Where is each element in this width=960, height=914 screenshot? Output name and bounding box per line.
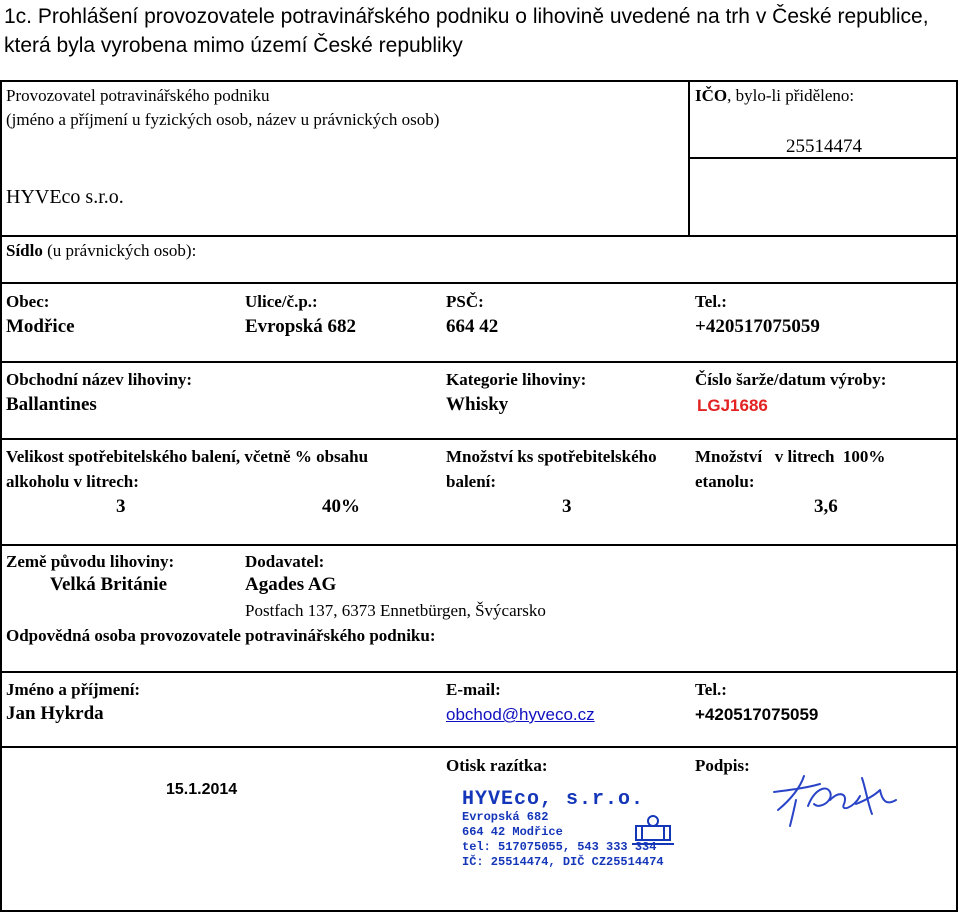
email-label: E-mail: (446, 680, 501, 699)
country-value: Velká Británie (50, 574, 167, 595)
person-tel-value: +420517075059 (695, 705, 819, 724)
person-name-value: Jan Hykrda (6, 703, 104, 724)
responsible-heading: Odpovědná osoba provozovatele potravinářského podniku: (6, 626, 436, 645)
divider (956, 80, 958, 912)
count-label-cont: balení: (446, 472, 497, 491)
size-label: Velikost spotřebitelského balení, včetně % obsahu (6, 447, 369, 466)
operator-name: HYVEco s.r.o. (6, 186, 124, 208)
ulice-label: Ulice/č.p.: (245, 292, 318, 311)
supplier-address: Postfach 137, 6373 Ennetbürgen, Švýcarsko (245, 601, 546, 620)
batch-label: Číslo šarže/datum výroby: (695, 370, 887, 389)
stamp-emblem-icon (630, 812, 676, 848)
divider (2, 80, 958, 82)
company-stamp (458, 788, 688, 874)
size-value: 3 (116, 496, 126, 517)
divider (2, 746, 958, 748)
ulice-value: Evropská 682 (245, 316, 357, 337)
divider (2, 544, 958, 546)
category-label: Kategorie lihoviny: (446, 370, 587, 389)
divider (688, 80, 690, 237)
obec-value: Modřice (6, 316, 75, 337)
operator-label-note: (jméno a příjmení u fyzických osob, název u právnických osob) (6, 110, 440, 129)
operator-label: Provozovatel potravinářského podniku (6, 86, 270, 105)
divider (2, 671, 958, 673)
stamp-line: tel: 517075055, 543 333 334 (462, 840, 657, 854)
ico-label-bold: IČO (695, 86, 728, 105)
divider (2, 282, 958, 284)
divider (2, 438, 958, 440)
stamp-line: 664 42 Modřice (462, 825, 563, 839)
signature-label: Podpis: (695, 756, 750, 775)
divider (0, 80, 2, 912)
divider (2, 361, 958, 363)
trade-name-value: Ballantines (6, 394, 97, 415)
stamp-label: Otisk razítka: (446, 756, 548, 775)
document-title: 1c. Prohlášení provozovatele potravinářského podniku o lihovině uvedené na trh v České republice, která byla vyrobena mimo území České republiky (4, 5, 929, 57)
count-value: 3 (562, 496, 572, 517)
tel-value: +420517075059 (695, 316, 820, 337)
date-value: 15.1.2014 (166, 781, 238, 798)
tel-label: Tel.: (695, 292, 727, 311)
trade-name-label: Obchodní název lihoviny: (6, 370, 193, 389)
country-label: Země původu lihoviny: (6, 552, 175, 571)
email-link[interactable]: obchod@hyveco.cz (446, 705, 595, 724)
psc-label: PSČ: (446, 292, 484, 311)
liters-label-cont: etanolu: (695, 472, 755, 491)
category-value: Whisky (446, 394, 509, 415)
liters-label: Množství v litrech 100% (695, 447, 886, 466)
ico-label (695, 86, 854, 106)
seat-label (6, 241, 196, 261)
size-label-cont: alkoholu v litrech: (6, 472, 139, 491)
supplier-name: Agades AG (245, 574, 337, 595)
ico-label-rest: , bylo-li přiděleno: (727, 86, 855, 105)
seat-label-rest: (u právnických osob): (42, 241, 197, 260)
divider (2, 235, 958, 237)
stamp-line: HYVEco, s.r.o. (462, 788, 645, 811)
handwritten-signature (770, 770, 900, 830)
person-tel-label: Tel.: (695, 680, 727, 699)
alcohol-value: 40% (322, 496, 360, 517)
stamp-line: IČ: 25514474, DIČ CZ25514474 (462, 855, 664, 869)
batch-value: LGJ1686 (697, 396, 768, 415)
seat-label-bold: Sídlo (6, 241, 43, 260)
person-name-label: Jméno a příjmení: (6, 680, 141, 699)
count-label: Množství ks spotřebitelského (446, 447, 657, 466)
supplier-label: Dodavatel: (245, 552, 325, 571)
psc-value: 664 42 (446, 316, 499, 337)
stamp-line: Evropská 682 (462, 810, 549, 824)
ico-value: 25514474 (786, 136, 862, 157)
divider (2, 910, 958, 912)
obec-label: Obec: (6, 292, 50, 311)
liters-value: 3,6 (814, 496, 838, 517)
